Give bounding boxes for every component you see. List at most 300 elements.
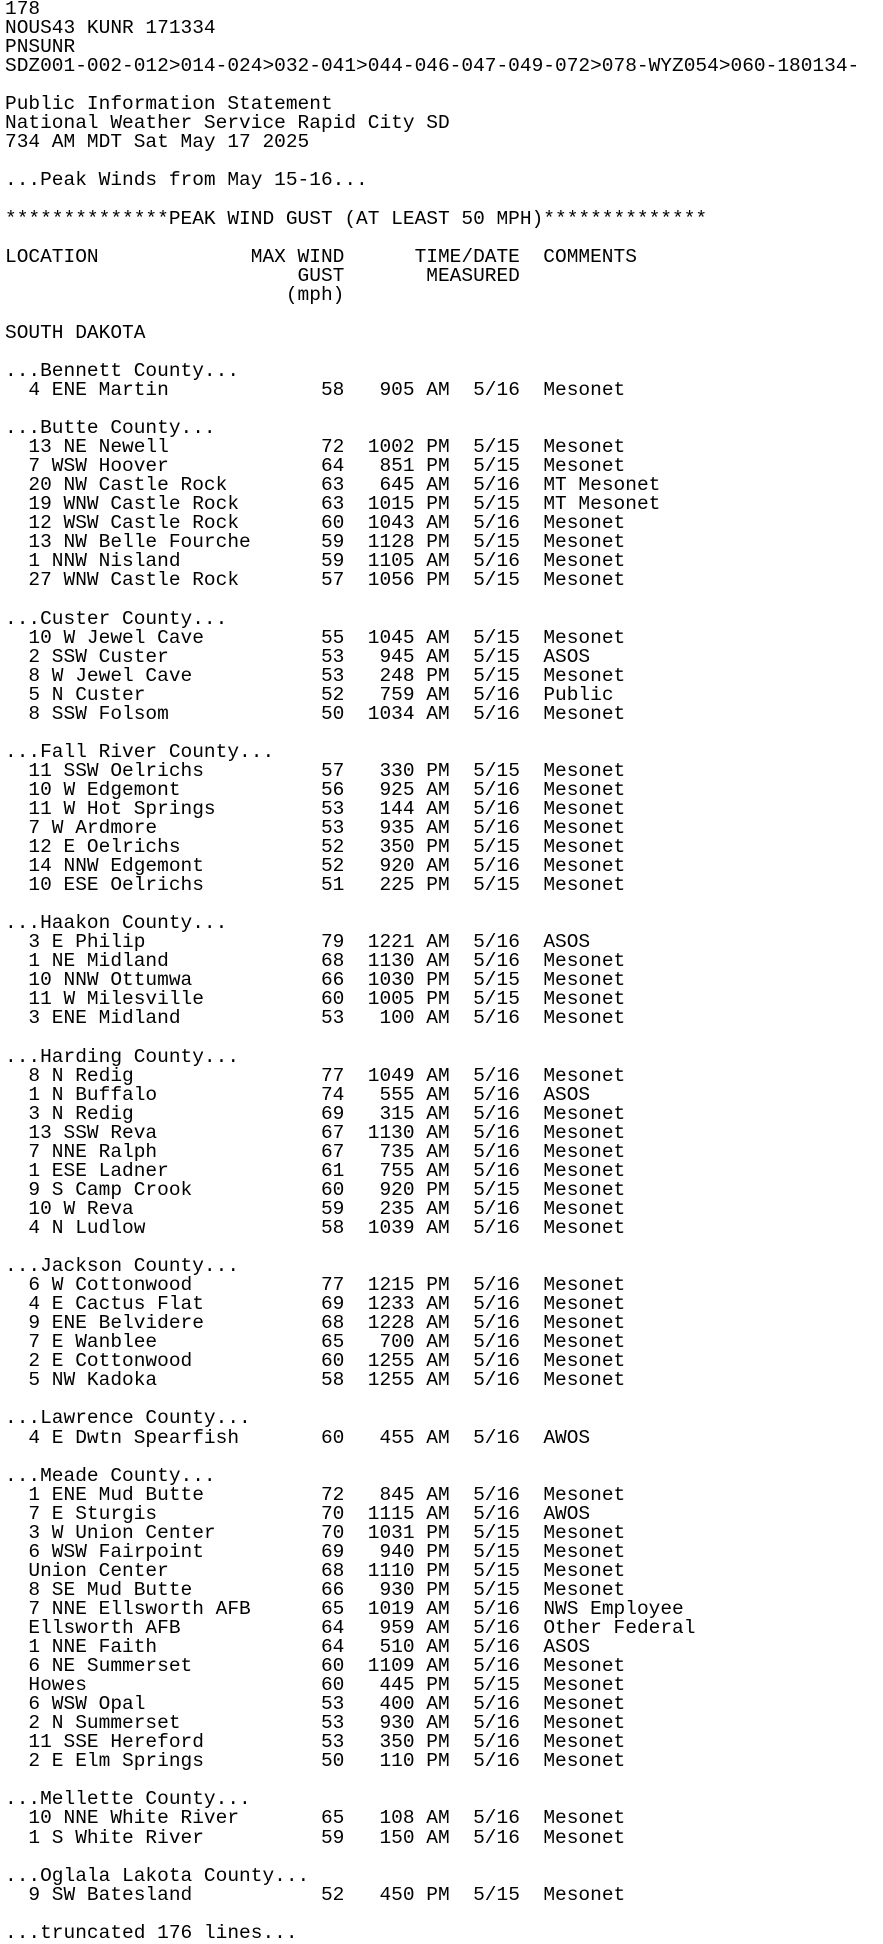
time-cell: 1115 [367, 1502, 415, 1525]
time-cell: 450 [379, 1883, 415, 1906]
truncation-note: ...truncated 176 lines... [5, 1921, 298, 1944]
gust-cell: 55 [320, 626, 345, 649]
time-cell: 235 [379, 1197, 415, 1220]
date-cell: 5/16 [473, 1293, 520, 1316]
ampm-cell: PM [426, 759, 450, 782]
ampm-cell: AM [426, 855, 450, 878]
location-cell: 9 SW Batesland [28, 1883, 193, 1906]
county-heading: ...Harding County... [5, 1045, 240, 1068]
table-row [5, 1219, 883, 1238]
gust-cell: 77 [320, 1274, 345, 1297]
date-cell: 5/15 [473, 626, 520, 649]
issuing-office: National Weather Service Rapid City SD [5, 112, 450, 135]
time-cell: 1105 [367, 550, 415, 573]
comment-cell: ASOS [543, 645, 591, 668]
date-cell: 5/15 [473, 988, 520, 1011]
comment-cell: Mesonet [543, 1655, 626, 1678]
ampm-cell: AM [426, 1636, 450, 1659]
time-cell: 315 [379, 1102, 415, 1125]
time-cell: 455 [379, 1426, 415, 1449]
ampm-cell: AM [426, 1597, 450, 1620]
date-cell: 5/15 [473, 1540, 520, 1563]
gust-cell: 56 [320, 778, 345, 801]
comment-cell: Mesonet [543, 1159, 626, 1182]
date-cell: 5/16 [473, 1731, 520, 1754]
time-cell: 225 [379, 874, 415, 897]
time-cell: 930 [379, 1578, 415, 1601]
time-cell: 1233 [367, 1293, 415, 1316]
time-cell: 555 [379, 1083, 415, 1106]
ampm-cell: AM [426, 1712, 450, 1735]
gust-cell: 60 [320, 1674, 345, 1697]
date-cell: 5/15 [473, 664, 520, 687]
comment-cell: Mesonet [543, 1350, 626, 1373]
gust-cell: 53 [320, 645, 345, 668]
time-cell: 1130 [367, 950, 415, 973]
time-cell: 144 [379, 797, 415, 820]
gust-cell: 60 [320, 1655, 345, 1678]
location-cell: 10 NNE White River [28, 1807, 240, 1830]
comment-cell: AWOS [543, 1426, 591, 1449]
comment-cell: Mesonet [543, 1064, 626, 1087]
blank-line [5, 1029, 883, 1048]
location-cell: 2 N Summerset [28, 1712, 181, 1735]
location-cell: 4 N Ludlow [28, 1217, 146, 1239]
comment-cell: Mesonet [543, 1883, 626, 1906]
gust-cell: 57 [320, 569, 345, 592]
location-cell: 3 E Philip [28, 931, 146, 954]
comment-cell: Mesonet [543, 436, 626, 459]
comment-cell: MT Mesonet [543, 474, 661, 497]
header-line: ...Peak Winds from May 15-16... [5, 169, 368, 192]
ampm-cell: AM [426, 1655, 450, 1678]
time-cell: 1255 [367, 1350, 415, 1373]
ampm-cell: AM [426, 931, 450, 954]
ampm-cell: PM [426, 1750, 450, 1773]
gust-cell: 59 [320, 1197, 345, 1220]
header-line: NOUS43 KUNR 171334 [5, 17, 216, 40]
ampm-cell: AM [426, 378, 450, 401]
date-cell: 5/16 [473, 1274, 520, 1297]
ampm-cell: PM [426, 874, 450, 897]
county-heading: ...Jackson County... [5, 1255, 240, 1278]
time-cell: 510 [379, 1636, 415, 1659]
table-row [5, 1371, 883, 1390]
blank-line [5, 305, 883, 324]
time-cell: 100 [379, 1007, 415, 1030]
location-cell: 19 WNW Castle Rock [28, 493, 240, 516]
date-cell: 5/16 [473, 1197, 520, 1220]
time-cell: 1039 [367, 1217, 415, 1239]
location-cell: 20 NW Castle Rock [28, 474, 228, 497]
date-cell: 5/16 [473, 950, 520, 973]
time-cell: 1049 [367, 1064, 415, 1087]
gust-cell: 77 [320, 1064, 345, 1087]
time-cell: 735 [379, 1140, 415, 1163]
gust-cell: 79 [320, 931, 345, 954]
time-cell: 920 [379, 1178, 415, 1201]
ampm-cell: AM [426, 474, 450, 497]
location-cell: 2 E Elm Springs [28, 1750, 204, 1773]
comment-cell: ASOS [543, 931, 591, 954]
table-row [5, 1826, 883, 1849]
ampm-cell: PM [426, 1521, 450, 1544]
time-cell: 1015 [367, 493, 415, 516]
gust-cell: 60 [320, 1178, 345, 1201]
county-heading: ...Mellette County... [5, 1788, 251, 1811]
gust-cell: 63 [320, 474, 345, 497]
date-cell: 5/16 [473, 1064, 520, 1087]
gust-cell: 60 [320, 1350, 345, 1373]
ampm-cell: PM [426, 455, 450, 478]
time-cell: 110 [379, 1750, 415, 1773]
county-heading: ...Haakon County... [5, 912, 228, 935]
location-cell: 9 S Camp Crook [28, 1178, 193, 1201]
gust-cell: 53 [320, 664, 345, 687]
county-heading: ...Meade County... [5, 1464, 216, 1487]
blank-line [5, 590, 883, 609]
blank-line [5, 724, 883, 743]
date-cell: 5/16 [473, 378, 520, 401]
time-cell: 920 [379, 855, 415, 878]
comment-cell: Mesonet [543, 1807, 626, 1830]
location-cell: 6 WSW Fairpoint [28, 1540, 204, 1563]
date-cell: 5/16 [473, 1597, 520, 1620]
header-line: PNSUNR [5, 36, 76, 59]
location-cell: 4 ENE Martin [28, 378, 169, 401]
comment-cell: Mesonet [543, 1293, 626, 1316]
ampm-cell: AM [426, 1064, 450, 1087]
location-cell: 11 SSE Hereford [28, 1731, 204, 1754]
blank-line [5, 1448, 883, 1467]
gust-cell: 74 [320, 1083, 345, 1106]
ampm-cell: AM [426, 797, 450, 820]
date-cell: 5/15 [473, 836, 520, 859]
ampm-cell: PM [426, 836, 450, 859]
location-cell: 3 N Redig [28, 1102, 134, 1125]
comment-cell: Mesonet [543, 1693, 626, 1716]
time-cell: 851 [379, 455, 415, 478]
gust-cell: 53 [320, 817, 345, 840]
comment-cell: Mesonet [543, 1274, 626, 1297]
ampm-cell: AM [426, 626, 450, 649]
time-cell: 925 [379, 778, 415, 801]
ampm-cell: PM [426, 436, 450, 459]
ampm-cell: AM [426, 683, 450, 706]
column-headers: LOCATION MAX WIND TIME/DATE COMMENTS [5, 245, 637, 268]
date-cell: 5/16 [473, 1140, 520, 1163]
location-cell: 27 WNW Castle Rock [28, 569, 240, 592]
date-cell: 5/16 [473, 1331, 520, 1354]
time-cell: 1109 [367, 1655, 415, 1678]
location-cell: 13 NW Belle Fourche [28, 531, 251, 554]
location-cell: 8 N Redig [28, 1064, 134, 1087]
location-cell: 10 ESE Oelrichs [28, 874, 204, 897]
ampm-cell: AM [426, 1121, 450, 1144]
blank-line [5, 1848, 883, 1867]
time-cell: 1255 [367, 1369, 415, 1392]
date-cell: 5/16 [473, 550, 520, 573]
date-cell: 5/16 [473, 797, 520, 820]
gust-cell: 50 [320, 702, 345, 725]
location-cell: 4 E Dwtn Spearfish [28, 1426, 240, 1449]
comment-cell: Mesonet [543, 1331, 626, 1354]
comment-cell: Mesonet [543, 1521, 626, 1544]
comment-cell: NWS Employee [543, 1597, 684, 1620]
gust-cell: 64 [320, 455, 345, 478]
comment-cell: Mesonet [543, 874, 626, 897]
ampm-cell: PM [426, 1731, 450, 1754]
product-title: Public Information Statement [5, 93, 333, 116]
ampm-cell: AM [426, 1293, 450, 1316]
gust-cell: 72 [320, 436, 345, 459]
comment-cell: Mesonet [543, 1559, 626, 1582]
location-cell: 1 S White River [28, 1826, 204, 1849]
time-cell: 905 [379, 378, 415, 401]
time-cell: 1043 [367, 512, 415, 535]
date-cell: 5/16 [473, 1826, 520, 1849]
county-heading: ...Bennett County... [5, 359, 240, 382]
location-cell: 10 NNW Ottumwa [28, 969, 193, 992]
comment-cell: AWOS [543, 1502, 591, 1525]
comment-cell: Mesonet [543, 664, 626, 687]
time-cell: 400 [379, 1693, 415, 1716]
ampm-cell: AM [426, 512, 450, 535]
county-heading: ...Oglala Lakota County... [5, 1864, 310, 1887]
gust-cell: 53 [320, 1712, 345, 1735]
ampm-cell: AM [426, 1483, 450, 1506]
ampm-cell: PM [426, 1178, 450, 1201]
county-heading: ...Butte County... [5, 417, 216, 440]
location-cell: 1 ESE Ladner [28, 1159, 169, 1182]
time-cell: 940 [379, 1540, 415, 1563]
date-cell: 5/15 [473, 493, 520, 516]
time-cell: 1034 [367, 702, 415, 725]
location-cell: 6 WSW Opal [28, 1693, 146, 1716]
gust-cell: 59 [320, 531, 345, 554]
date-cell: 5/16 [473, 474, 520, 497]
date-cell: 5/16 [473, 1483, 520, 1506]
gust-cell: 60 [320, 1426, 345, 1449]
time-cell: 1128 [367, 531, 415, 554]
gust-cell: 66 [320, 1578, 345, 1601]
comment-cell: Mesonet [543, 569, 626, 592]
comment-cell: Mesonet [543, 1197, 626, 1220]
date-cell: 5/16 [473, 1807, 520, 1830]
table-row [5, 571, 883, 590]
ampm-cell: PM [426, 1559, 450, 1582]
county-heading: ...Fall River County... [5, 740, 275, 763]
time-cell: 1002 [367, 436, 415, 459]
comment-cell: Mesonet [543, 1731, 626, 1754]
gust-cell: 59 [320, 550, 345, 573]
location-cell: 10 W Jewel Cave [28, 626, 204, 649]
date-cell: 5/15 [473, 531, 520, 554]
comment-cell: Mesonet [543, 455, 626, 478]
comment-cell: ASOS [543, 1083, 591, 1106]
location-cell: 7 NNE Ellsworth AFB [28, 1597, 251, 1620]
comment-cell: Mesonet [543, 512, 626, 535]
date-cell: 5/15 [473, 969, 520, 992]
location-cell: 2 E Cottonwood [28, 1350, 193, 1373]
time-cell: 959 [379, 1616, 415, 1639]
location-cell: 1 NE Midland [28, 950, 169, 973]
location-cell: 11 W Milesville [28, 988, 204, 1011]
header-line: SDZ001-002-012>014-024>032-041>044-046-047-049-072>078-WYZ054>060-180134- [5, 55, 860, 78]
state-heading: SOUTH DAKOTA [5, 321, 146, 344]
ampm-cell: AM [426, 702, 450, 725]
ampm-cell: PM [426, 1674, 450, 1697]
date-cell: 5/16 [473, 1312, 520, 1335]
comment-cell: Mesonet [543, 1178, 626, 1201]
table-row [5, 702, 883, 725]
comment-cell: Mesonet [543, 378, 626, 401]
gust-cell: 64 [320, 1616, 345, 1639]
location-cell: 10 W Edgemont [28, 778, 181, 801]
date-cell: 5/15 [473, 645, 520, 668]
date-cell: 5/16 [473, 1217, 520, 1239]
ampm-cell: PM [426, 531, 450, 554]
gust-cell: 53 [320, 1731, 345, 1754]
comment-cell: Mesonet [543, 626, 626, 649]
ampm-cell: AM [426, 1807, 450, 1830]
date-cell: 5/15 [473, 1883, 520, 1906]
time-cell: 330 [379, 759, 415, 782]
location-cell: 6 W Cottonwood [28, 1274, 193, 1297]
comment-cell: Mesonet [543, 797, 626, 820]
location-cell: Union Center [28, 1559, 169, 1582]
ampm-cell: PM [426, 1274, 450, 1297]
time-cell: 845 [379, 1483, 415, 1506]
gust-cell: 53 [320, 797, 345, 820]
location-cell: 7 E Wanblee [28, 1331, 158, 1354]
comment-cell: Mesonet [543, 988, 626, 1011]
ampm-cell: AM [426, 1312, 450, 1335]
comment-cell: Mesonet [543, 1712, 626, 1735]
ampm-cell: AM [426, 1159, 450, 1182]
location-cell: 2 SSW Custer [28, 645, 169, 668]
ampm-cell: AM [426, 778, 450, 801]
date-cell: 5/16 [473, 683, 520, 706]
gust-cell: 69 [320, 1102, 345, 1125]
date-cell: 5/16 [473, 1750, 520, 1773]
location-cell: Howes [28, 1674, 87, 1697]
comment-cell: Mesonet [543, 1369, 626, 1392]
time-cell: 759 [379, 683, 415, 706]
gust-cell: 70 [320, 1521, 345, 1544]
ampm-cell: AM [426, 1197, 450, 1220]
header-line: 178 [5, 0, 41, 20]
time-cell: 1221 [367, 931, 415, 954]
date-cell: 5/16 [473, 855, 520, 878]
date-cell: 5/16 [473, 931, 520, 954]
date-cell: 5/16 [473, 1369, 520, 1392]
location-cell: 12 E Oelrichs [28, 836, 181, 859]
time-cell: 248 [379, 664, 415, 687]
time-cell: 350 [379, 836, 415, 859]
time-cell: 755 [379, 1159, 415, 1182]
time-cell: 1228 [367, 1312, 415, 1335]
date-cell: 5/16 [473, 1502, 520, 1525]
gust-cell: 69 [320, 1293, 345, 1316]
location-cell: 13 NE Newell [28, 436, 169, 459]
ampm-cell: AM [426, 1083, 450, 1106]
date-cell: 5/16 [473, 1083, 520, 1106]
location-cell: 3 ENE Midland [28, 1007, 181, 1030]
time-cell: 930 [379, 1712, 415, 1735]
ampm-cell: PM [426, 569, 450, 592]
header-line: 734 AM MDT Sat May 17 2025 [5, 131, 310, 154]
location-cell: 7 E Sturgis [28, 1502, 158, 1525]
location-cell: 8 SSW Folsom [28, 702, 169, 725]
county-heading: ...Lawrence County... [5, 1407, 251, 1430]
gust-cell: 59 [320, 1826, 345, 1849]
time-cell: 1031 [367, 1521, 415, 1544]
comment-cell: Mesonet [543, 1007, 626, 1030]
location-cell: 1 NNE Faith [28, 1636, 158, 1659]
date-cell: 5/16 [473, 1159, 520, 1182]
gust-cell: 61 [320, 1159, 345, 1182]
location-cell: 3 W Union Center [28, 1521, 216, 1544]
date-cell: 5/15 [473, 436, 520, 459]
date-cell: 5/16 [473, 817, 520, 840]
ampm-cell: PM [426, 1883, 450, 1906]
gust-cell: 65 [320, 1807, 345, 1830]
location-cell: 7 W Ardmore [28, 817, 158, 840]
ampm-cell: AM [426, 1102, 450, 1125]
ampm-cell: AM [426, 1502, 450, 1525]
comment-cell: Mesonet [543, 1312, 626, 1335]
gust-cell: 68 [320, 1559, 345, 1582]
comment-cell: Mesonet [543, 1102, 626, 1125]
header-line: (mph) [5, 283, 345, 306]
gust-cell: 68 [320, 950, 345, 973]
comment-cell: Mesonet [543, 1578, 626, 1601]
location-cell: 7 NNE Ralph [28, 1140, 158, 1163]
header-line: GUST MEASURED [5, 264, 520, 287]
gust-cell: 68 [320, 1312, 345, 1335]
date-cell: 5/16 [473, 1616, 520, 1639]
table-row [5, 1752, 883, 1771]
ampm-cell: AM [426, 1826, 450, 1849]
gust-cell: 70 [320, 1502, 345, 1525]
ampm-cell: AM [426, 817, 450, 840]
section-title: **************PEAK WIND GUST (AT LEAST 50 MPH)************** [5, 207, 708, 230]
comment-cell: Mesonet [543, 1750, 626, 1773]
gust-cell: 69 [320, 1540, 345, 1563]
comment-cell: Mesonet [543, 1121, 626, 1144]
gust-cell: 52 [320, 855, 345, 878]
time-cell: 1056 [367, 569, 415, 592]
table-row [5, 1883, 883, 1906]
ampm-cell: PM [426, 988, 450, 1011]
time-cell: 1030 [367, 969, 415, 992]
gust-cell: 64 [320, 1636, 345, 1659]
gust-cell: 57 [320, 759, 345, 782]
comment-cell: Public [543, 683, 614, 706]
date-cell: 5/16 [473, 1712, 520, 1735]
gust-cell: 52 [320, 683, 345, 706]
time-cell: 150 [379, 1826, 415, 1849]
date-cell: 5/15 [473, 759, 520, 782]
gust-cell: 67 [320, 1140, 345, 1163]
date-cell: 5/16 [473, 1655, 520, 1678]
gust-cell: 53 [320, 1693, 345, 1716]
comment-cell: Mesonet [543, 531, 626, 554]
location-cell: 7 WSW Hoover [28, 455, 169, 478]
ampm-cell: PM [426, 493, 450, 516]
comment-cell: Mesonet [543, 950, 626, 973]
